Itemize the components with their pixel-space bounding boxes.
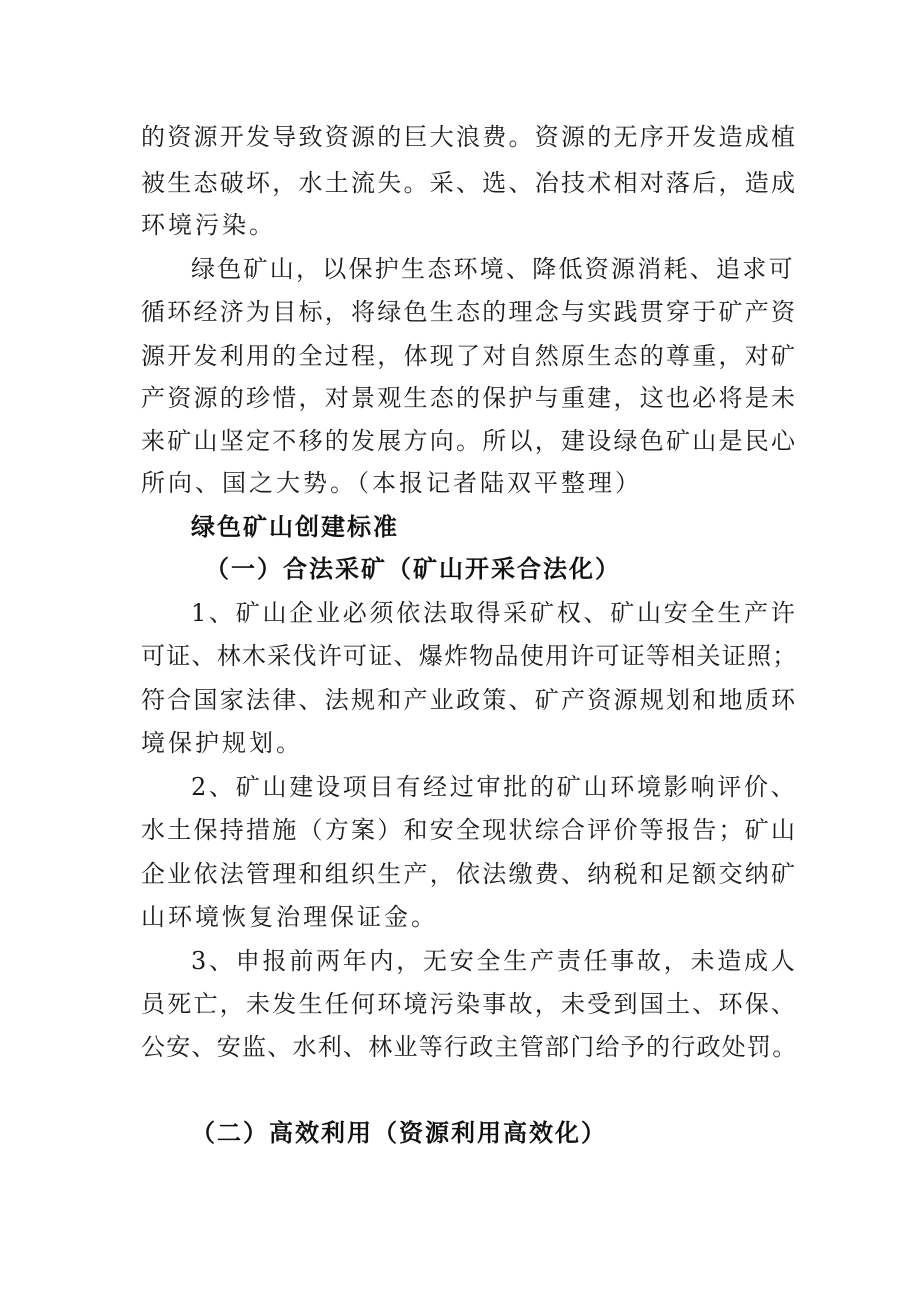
text-line: 绿色矿山，以保护生态环境、降低资源消耗、追求可	[191, 255, 795, 283]
section-1-title: （一）合法采矿（矿山开采合法化）	[205, 555, 621, 583]
text-line: 产资源的珍惜，对景观生态的保护与重建，这也必将是未	[141, 384, 798, 412]
standards-title: 绿色矿山创建标准	[191, 513, 399, 541]
text-line: 3、申报前两年内，无安全生产责任事故，未造成人	[191, 947, 798, 975]
text-line: 1、矿山企业必须依法取得采矿权、矿山安全生产许	[191, 599, 798, 627]
text-line: 所向、国之大势。（本报记者陆双平整理）	[141, 469, 642, 497]
text-line: 水土保持措施（方案）和安全现状综合评价等报告；矿山	[141, 816, 798, 844]
text-line: 员死亡，未发生任何环境污染事故，未受到国土、环保、	[141, 990, 798, 1018]
text-line: 2、矿山建设项目有经过审批的矿山环境影响评价、	[191, 773, 798, 801]
text-line: 的资源开发导致资源的巨大浪费。资源的无序开发造成植	[141, 123, 798, 151]
text-line: 被生态破坏，水土流失。采、选、冶技术相对落后，造成	[141, 169, 798, 197]
text-line: 境保护规划。	[141, 729, 303, 757]
text-line: 来矿山坚定不移的发展方向。所以，建设绿色矿山是民心	[141, 427, 798, 455]
text-line: 山环境恢复治理保证金。	[141, 903, 438, 931]
text-line: 公安、安监、水利、林业等行政主管部门给予的行政处罚。	[141, 1033, 798, 1061]
text-line: 可证、林木采伐许可证、爆炸物品使用许可证等相关证照；	[141, 642, 798, 670]
text-line: 源开发利用的全过程，体现了对自然原生态的尊重，对矿	[141, 342, 798, 370]
text-line: 企业依法管理和组织生产，依法缴费、纳税和足额交纳矿	[141, 860, 798, 888]
text-line: 符合国家法律、法规和产业政策、矿产资源规划和地质环	[141, 686, 798, 714]
text-line: 环境污染。	[141, 211, 276, 239]
text-line: 循环经济为目标，将绿色生态的理念与实践贯穿于矿产资	[141, 298, 798, 326]
section-2-title: （二）高效利用（资源利用高效化）	[191, 1119, 607, 1147]
